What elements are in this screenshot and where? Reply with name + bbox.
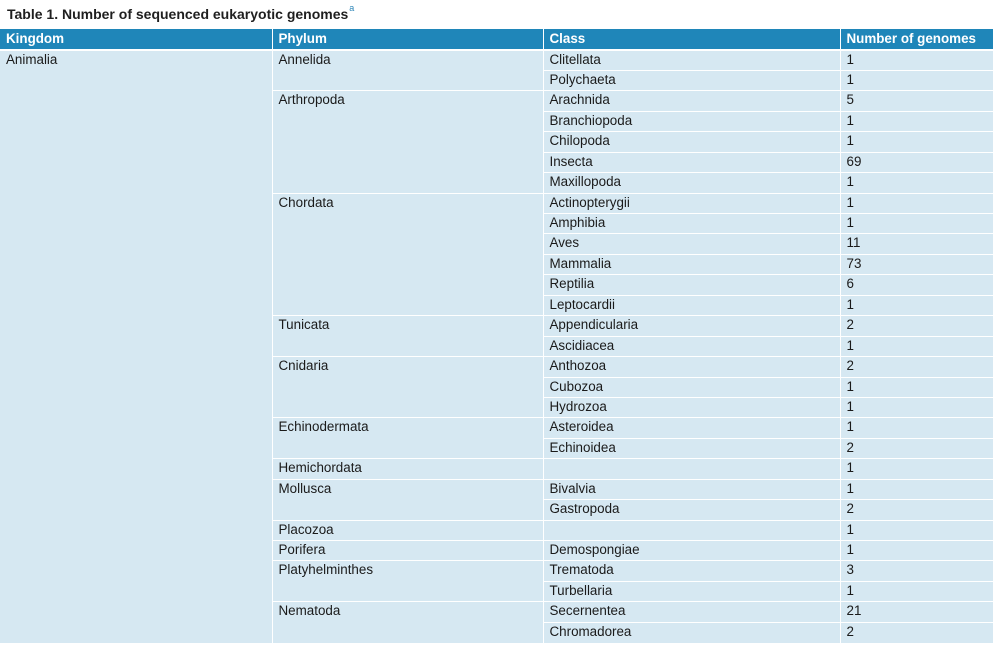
kingdom-cell: Animalia bbox=[0, 50, 272, 643]
phylum-cell: Cnidaria bbox=[272, 357, 543, 418]
genome-count-cell: 2 bbox=[840, 500, 993, 520]
genome-table bbox=[0, 29, 993, 643]
class-cell bbox=[543, 459, 840, 479]
genome-count-cell: 1 bbox=[840, 459, 993, 479]
header-phylum: Phylum bbox=[272, 29, 543, 50]
table-caption bbox=[7, 3, 355, 22]
class-cell: Trematoda bbox=[543, 561, 840, 581]
genome-count-cell: 1 bbox=[840, 132, 993, 152]
genome-count-cell: 1 bbox=[840, 541, 993, 561]
class-cell bbox=[543, 520, 840, 540]
genome-count-cell: 1 bbox=[840, 418, 993, 438]
phylum-cell: Mollusca bbox=[272, 479, 543, 520]
phylum-cell: Placozoa bbox=[272, 520, 543, 540]
phylum-cell: Annelida bbox=[272, 50, 543, 91]
phylum-cell: Platyhelminthes bbox=[272, 561, 543, 602]
class-cell: Asteroidea bbox=[543, 418, 840, 438]
genome-count-cell: 2 bbox=[840, 438, 993, 458]
header-class: Class bbox=[543, 29, 840, 50]
genome-count-cell: 73 bbox=[840, 254, 993, 274]
genome-count-cell: 6 bbox=[840, 275, 993, 295]
class-cell: Mammalia bbox=[543, 254, 840, 274]
phylum-cell: Arthropoda bbox=[272, 91, 543, 193]
genome-count-cell: 2 bbox=[840, 316, 993, 336]
class-cell: Arachnida bbox=[543, 91, 840, 111]
class-cell: Insecta bbox=[543, 152, 840, 172]
genome-count-cell: 2 bbox=[840, 357, 993, 377]
genome-count-cell: 1 bbox=[840, 214, 993, 234]
table-row bbox=[0, 50, 993, 70]
class-cell: Chromadorea bbox=[543, 622, 840, 642]
genome-count-cell: 1 bbox=[840, 520, 993, 540]
class-cell: Cubozoa bbox=[543, 377, 840, 397]
class-cell: Polychaeta bbox=[543, 70, 840, 90]
genome-count-cell: 5 bbox=[840, 91, 993, 111]
genome-count-cell: 1 bbox=[840, 397, 993, 417]
class-cell: Ascidiacea bbox=[543, 336, 840, 356]
footnote-marker[interactable]: a bbox=[349, 3, 355, 13]
class-cell: Leptocardii bbox=[543, 295, 840, 315]
class-cell: Maxillopoda bbox=[543, 173, 840, 193]
genome-count-cell: 69 bbox=[840, 152, 993, 172]
header-number-of-genomes: Number of genomes bbox=[840, 29, 993, 50]
genome-count-cell: 1 bbox=[840, 70, 993, 90]
phylum-cell: Chordata bbox=[272, 193, 543, 316]
genome-count-cell: 2 bbox=[840, 622, 993, 642]
genome-count-cell: 1 bbox=[840, 479, 993, 499]
class-cell: Anthozoa bbox=[543, 357, 840, 377]
class-cell: Demospongiae bbox=[543, 541, 840, 561]
phylum-cell: Nematoda bbox=[272, 602, 543, 643]
phylum-cell: Hemichordata bbox=[272, 459, 543, 479]
table-body bbox=[0, 50, 993, 643]
class-cell: Branchiopoda bbox=[543, 111, 840, 131]
class-cell: Appendicularia bbox=[543, 316, 840, 336]
class-cell: Clitellata bbox=[543, 50, 840, 70]
class-cell: Amphibia bbox=[543, 214, 840, 234]
class-cell: Secernentea bbox=[543, 602, 840, 622]
phylum-cell: Echinodermata bbox=[272, 418, 543, 459]
genome-count-cell: 11 bbox=[840, 234, 993, 254]
genome-count-cell: 1 bbox=[840, 581, 993, 601]
class-cell: Aves bbox=[543, 234, 840, 254]
genome-count-cell: 1 bbox=[840, 50, 993, 70]
phylum-cell: Tunicata bbox=[272, 316, 543, 357]
class-cell: Bivalvia bbox=[543, 479, 840, 499]
class-cell: Turbellaria bbox=[543, 581, 840, 601]
phylum-cell: Porifera bbox=[272, 541, 543, 561]
class-cell: Echinoidea bbox=[543, 438, 840, 458]
genome-count-cell: 1 bbox=[840, 377, 993, 397]
class-cell: Gastropoda bbox=[543, 500, 840, 520]
class-cell: Actinopterygii bbox=[543, 193, 840, 213]
table-header-row bbox=[0, 29, 993, 50]
table-title: Table 1. Number of sequenced eukaryotic genomes bbox=[7, 6, 349, 22]
genome-count-cell: 1 bbox=[840, 295, 993, 315]
header-kingdom: Kingdom bbox=[0, 29, 272, 50]
class-cell: Hydrozoa bbox=[543, 397, 840, 417]
genome-count-cell: 1 bbox=[840, 111, 993, 131]
genome-count-cell: 1 bbox=[840, 336, 993, 356]
class-cell: Reptilia bbox=[543, 275, 840, 295]
class-cell: Chilopoda bbox=[543, 132, 840, 152]
genome-count-cell: 1 bbox=[840, 173, 993, 193]
genome-count-cell: 3 bbox=[840, 561, 993, 581]
genome-count-cell: 21 bbox=[840, 602, 993, 622]
genome-count-cell: 1 bbox=[840, 193, 993, 213]
